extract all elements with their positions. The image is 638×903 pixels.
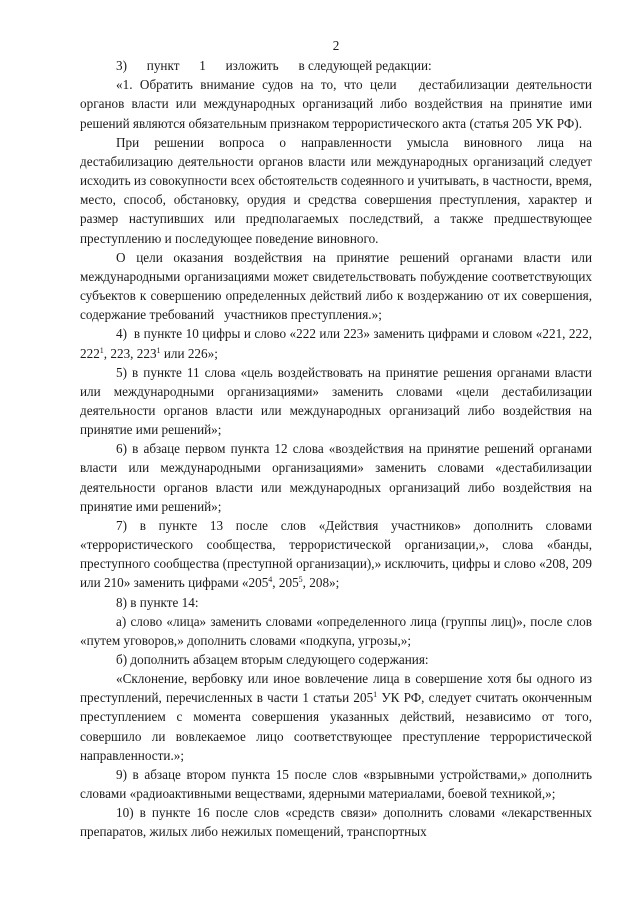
paragraph-text: УК РФ, следует считать оконченным преступлением с момента совершения указанных действий, независимо от того, совершило ли вовлекаемое лицо соответствующее преступление террористической направленности.»; [80, 690, 596, 763]
paragraph [80, 75, 596, 132]
paragraph-text: О цели оказания воздействия на принятие решений органами власти или международными организациями может свидетельствовать побуждение соответствующих субъектов к совершению определенных действий либо к воздержанию от их совершения, содержание требований участников преступления.»; [80, 249, 596, 323]
paragraph [80, 650, 592, 669]
paragraph-text: а) слово «лица» заменить словами «определенного лица (группы лиц)», после слов «путем уговоров,» дополнить словами «подкупа, угрозы,»; [80, 613, 596, 648]
document-page [80, 36, 596, 842]
paragraph [80, 439, 596, 516]
superscript-index: 4 [268, 575, 273, 585]
paragraph [80, 363, 596, 440]
paragraph [80, 593, 592, 612]
paragraph [80, 324, 596, 362]
paragraph-text: 5) в пункте 11 слова «цель воздействовать на принятие решения органами власти или международными организациями» заменить словами «цели дестабилизации деятельности органов власти или международных организаций либо воздействия на принятие ими решений»; [80, 364, 596, 438]
paragraph-text: 8) в пункте 14: [116, 594, 199, 610]
paragraph-text: 6) в абзаце первом пункта 12 слова «воздействия на принятие решений органами власти или международными организациями» заменить словами «дестабилизации деятельности органов власти или международных организаций либо воздействия на принятие ими решений»; [80, 441, 596, 514]
paragraph [80, 56, 592, 75]
paragraph [80, 765, 596, 803]
paragraph-text: , 205 [272, 575, 299, 591]
paragraph-text: При решении вопроса о направленности умысла виновного лица на дестабилизацию деятельности органов власти или международных организаций следует исходить из совокупности всех обстоятельств содеянного и учитывать, в частности, время, место, способ, обстановку, орудия и средства совершения преступления, характер и размер наступивших или предполагаемых последствий, а также предшествующее преступлению и последующее поведение виновного. [80, 134, 596, 246]
paragraph-text: 3) пункт 1 изложить в следующей редакции: [116, 58, 432, 74]
paragraph [80, 803, 596, 841]
document-body [80, 56, 596, 841]
paragraph-text: «Склонение, вербовку или иное вовлечение лица в совершение хотя бы одного из преступлений, перечисленных в части 1 статьи 205 [80, 671, 596, 706]
paragraph-text: 10) в пункте 16 после слов «средств связи» дополнить словами «лекарственных препаратов, жилых либо нежилых помещений, транспортных [80, 805, 596, 840]
superscript-index: 1 [99, 345, 104, 355]
paragraph [80, 612, 596, 650]
paragraph-text: 4) в пункте 10 цифры и слово «222 или 223» заменить цифрами и словом «221, 222, 222 [80, 326, 596, 361]
paragraph [80, 669, 596, 765]
paragraph [80, 133, 596, 248]
paragraph-text: б) дополнить абзацем вторым следующего содержания: [116, 652, 429, 667]
paragraph-text: 9) в абзаце втором пункта 15 после слов «взрывными устройствами,» дополнить словами «радиоактивными веществами, ядерными материалами, боевой техникой,»; [80, 766, 596, 802]
paragraph [80, 516, 596, 593]
paragraph-text: , 223, 223 [103, 345, 157, 361]
superscript-index: 1 [373, 690, 378, 700]
paragraph-text: «1. Обратить внимание судов на то, что цели дестабилизации деятельности органов власти или международных организаций либо воздействия на принятие ими решений являются обязательным признаком террористического акта (статья 205 УК РФ). [80, 77, 596, 131]
paragraph-text: 7) в пункте 13 после слов «Действия участников» дополнить словами «террористического сообщества, террористической организации,», слова «банды, преступного сообщества (преступной организации),» исключить, цифры и слово «208, 209 или 210» заменить цифрами «205 [80, 517, 596, 591]
paragraph [80, 248, 596, 325]
superscript-index: 5 [298, 575, 303, 585]
paragraph-text: или 226»; [160, 345, 218, 361]
paragraph-text: , 208»; [302, 575, 340, 591]
superscript-index: 1 [156, 345, 161, 355]
page-number: 2 [332, 38, 340, 53]
